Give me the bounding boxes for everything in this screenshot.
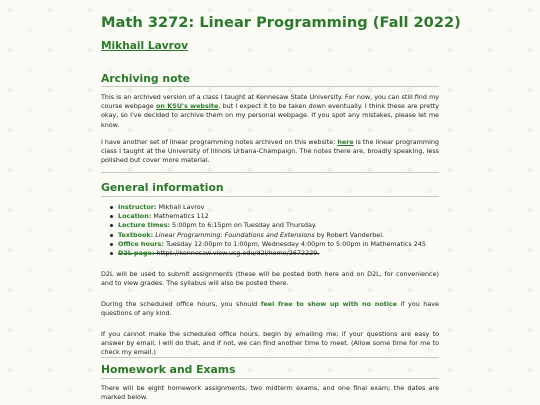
list-item-location [109, 212, 439, 221]
archiving-p2-text-b: is the linear programming class I taught at the University of Illinois Urbana-Champaign. The notes there are, broadly speaking, less polished but cover more material. [101, 138, 439, 165]
general-info-list [109, 203, 439, 258]
list-item-office-hours [109, 240, 439, 249]
textbook-author: by Robert Vanderbei. [314, 230, 385, 239]
archiving-heading: Archiving note [101, 72, 190, 85]
homework-heading: Homework and Exams [101, 363, 236, 376]
office-hours-value: Tuesday 12:00pm to 1:00pm, Wednesday 4:00pm to 5:00pm in Mathematics 245 [163, 239, 426, 248]
homework-divider [101, 378, 439, 379]
location-value: Mathematics 112 [151, 212, 209, 221]
archiving-p1-text-b: , but I expect it to be taken down eventually. I think these are pretty okay, so I've decided to archive them on my personal webpage. If you spot any mistakes, please let me know. [101, 102, 439, 129]
page-content [101, 0, 461, 405]
office-hours-paragraph [101, 300, 439, 318]
office-p-emphasis: feel free to show up with no notice [260, 300, 398, 308]
general-heading: General information [101, 181, 224, 194]
archiving-p2-text-a: I have another set of linear programming notes archived on this website: [101, 138, 338, 146]
office-p-text-b: if you have questions of any kind. [101, 300, 439, 318]
list-item-textbook [109, 231, 439, 240]
list-item-instructor [109, 203, 439, 212]
list-item-lecture-times [109, 221, 439, 230]
ksu-website-link[interactable]: on KSU's website [155, 102, 219, 111]
homework-paragraph: There will be eight homework assignments, two midterm exams, and one final exam; the dates are marked below. [101, 384, 439, 402]
archiving-p1-text-a: This is an archived version of a class I taught at Kennesaw State University. For now, you can still find my course webpage [101, 93, 439, 111]
textbook-title: Linear Programming: Foundations and Extensions [155, 230, 315, 239]
instructor-value: Mikhail Lavrov [156, 203, 205, 211]
archiving-divider [101, 86, 439, 87]
homework-top-divider [101, 357, 439, 358]
location-label: Location: [118, 212, 152, 221]
lecture-times-label: Lecture times: [118, 221, 171, 230]
office-hours-label: Office hours: [118, 239, 164, 248]
general-divider [101, 196, 439, 197]
instructor-label: Instructor: [118, 203, 157, 211]
d2l-label: D2L page: [118, 249, 155, 258]
lecture-times-value: 5:00pm to 6:15pm on Tuesday and Thursday. [170, 221, 317, 230]
d2l-url[interactable]: https://kennesaw.view.usg.edu/d2l/home/2672229. [154, 249, 320, 258]
textbook-label: Textbook: [118, 230, 154, 239]
uiuc-notes-link[interactable]: here [337, 138, 354, 146]
d2l-paragraph: D2L will be used to submit assignments (these will be posted both here and on D2L, for convenience) and to view grades. The syllabus will also be posted there. [101, 270, 439, 288]
office-p-text-a: During the scheduled office hours, you should [101, 300, 261, 308]
archiving-paragraph-2 [101, 138, 439, 166]
archiving-paragraph-1 [101, 93, 439, 130]
general-top-divider [101, 172, 439, 173]
list-item-d2l-page [109, 249, 439, 258]
page-title: Math 3272: Linear Programming (Fall 2022) [101, 14, 461, 31]
author-name[interactable]: Mikhail Lavrov [101, 40, 189, 52]
email-paragraph: If you cannot make the scheduled office hours, begin by emailing me; if your questions are easy to answer by email, I will do that, and if not, we can find another time to meet. (Allow some time for me to check my email.) [101, 330, 439, 357]
